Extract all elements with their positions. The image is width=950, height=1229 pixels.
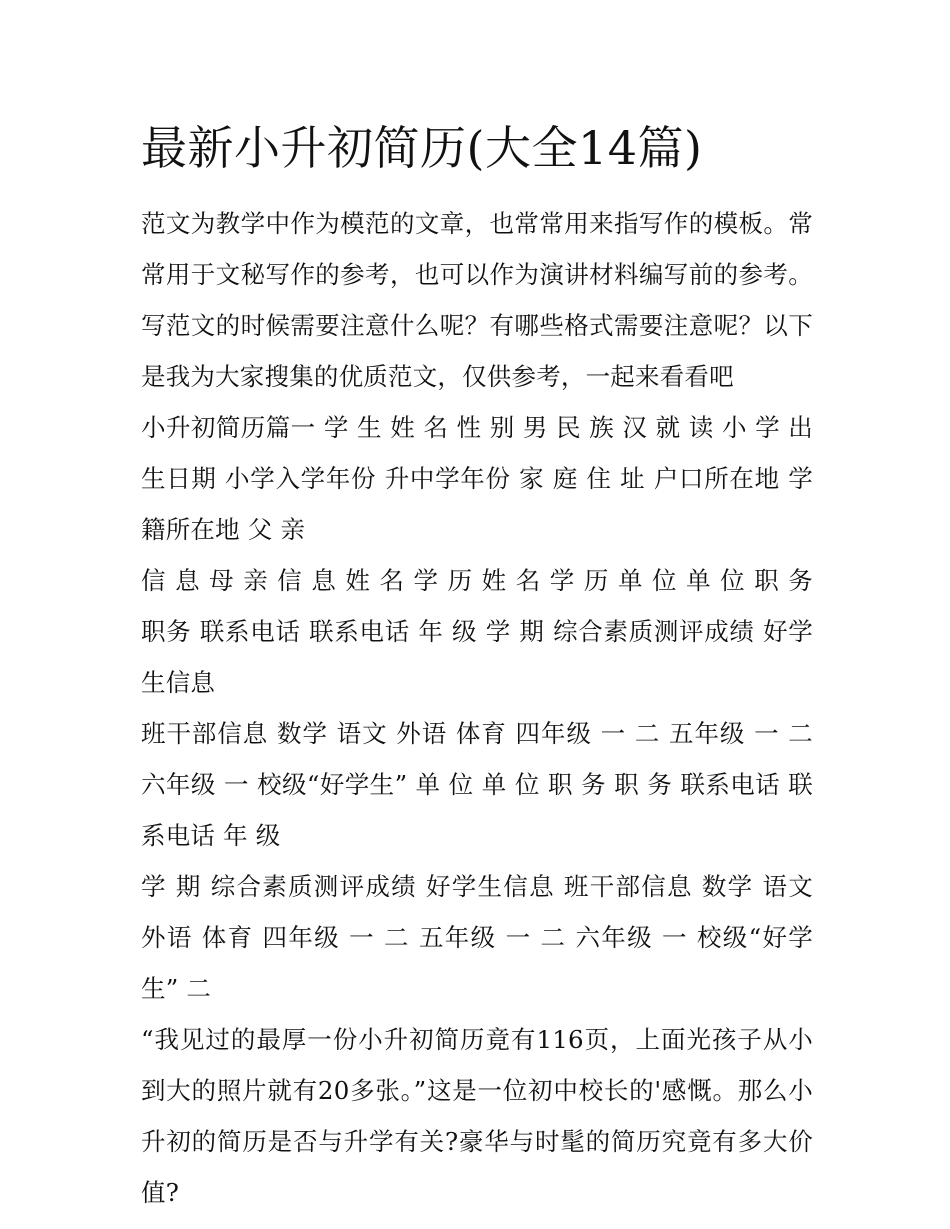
document-title: 最新小升初简历(大全14篇) — [141, 121, 703, 175]
resume-section-2: 信 息 母 亲 信 息 姓 名 学 历 姓 名 学 历 单 位 单 位 职 务 职务 联系电话 联系电话 年 级 学 期 综合素质测评成绩 好学生信息 — [141, 566, 813, 697]
resume-section-1: 小升初简历篇一 学 生 姓 名 性 别 男 民 族 汉 就 读 小 学 出生日期 小学入学年份 升中学年份 家 庭 住 址 户口所在地 学籍所在地 父 亲 — [141, 413, 813, 544]
intro-paragraph: 范文为教学中作为模范的文章，也常常用来指写作的模板。常常用于文秘写作的参考，也可以作为演讲材料编写前的参考。写范文的时候需要注意什么呢？有哪些格式需要注意呢？以下是我为大家搜集的优质范文，仅供参考，一起来看看吧 — [141, 209, 813, 391]
resume-section-3: 班干部信息 数学 语文 外语 体育 四年级 一 二 五年级 一 二 六年级 一 校级“好学生” 单 位 单 位 职 务 职 务 联系电话 联系电话 年 级 — [141, 719, 813, 850]
closing-paragraph: “我见过的最厚一份小升初简历竟有116页，上面光孩子从小到大的照片就有20多张。”这是一位初中校长的'感慨。那么小升初的简历是否与升学有关?豪华与时髦的简历究竟有多大价值? — [141, 1025, 813, 1207]
document-body — [141, 198, 813, 1218]
resume-section-4: 学 期 综合素质测评成绩 好学生信息 班干部信息 数学 语文 外语 体育 四年级 一 二 五年级 一 二 六年级 一 校级“好学生” 二 — [141, 872, 813, 1003]
